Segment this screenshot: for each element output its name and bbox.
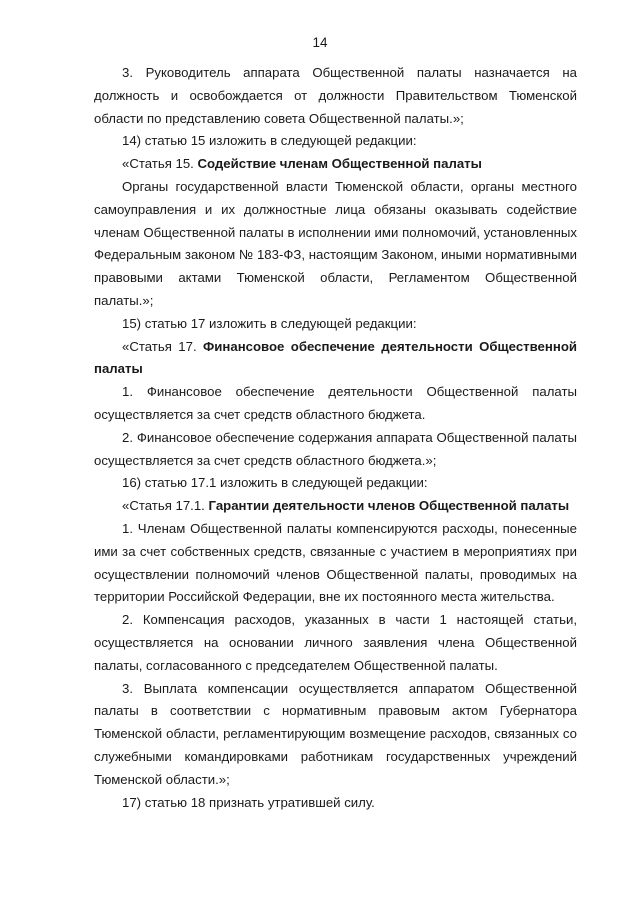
paragraph-13: 3. Выплата компенсации осуществляется аппаратом Общественной палаты в соответствии с нормативным правовым актом Губернатора Тюменской области, регламентирующим возмещение расходов, связанных со служебными командировками работникам государственных учреждений Тюменской области.»; (94, 680, 577, 787)
paragraph-8: 2. Финансовое обеспечение содержания аппарата Общественной палаты осуществляется за счет средств областного бюджета.»; (94, 429, 577, 468)
article-15-heading (94, 153, 577, 176)
paragraph-9: 16) статью 17.1 изложить в следующей редакции: (122, 475, 428, 491)
article-17-prefix: «Статья 17. (122, 338, 204, 354)
article-17-1-prefix: «Статья 17.1. (122, 498, 209, 514)
document-body (94, 62, 577, 814)
article-17-heading (94, 336, 577, 382)
article-15-prefix: «Статья 15. (122, 156, 198, 172)
article-17-title: Финансовое обеспечение деятельности Общественной палаты (94, 338, 577, 377)
article-15-title: Содействие членам Общественной палаты (197, 156, 482, 172)
article-17-1-heading (94, 495, 577, 518)
paragraph-11: 1. Членам Общественной палаты компенсируются расходы, понесенные ими за счет собственных средств, связанные с участием в мероприятиях при осуществлении полномочий членов Общественной палаты, проводимых на территории Российской Федерации, вне их постоянного места жительства. (94, 520, 577, 605)
paragraph-7: 1. Финансовое обеспечение деятельности Общественной палаты осуществляется за счет средств областного бюджета. (94, 384, 577, 422)
paragraph-1: 3. Руководитель аппарата Общественной палаты назначается на должность и освобождается от должности Правительством Тюменской области по представлению совета Общественной палаты.»; (94, 65, 577, 126)
paragraph-4: Органы государственной власти Тюменской области, органы местного самоуправления и их должностные лица обязаны оказывать содействие членам Общественной палаты в исполнении ими полномочий, установленных Федеральным законом № 183-ФЗ, настоящим Законом, иными нормативными правовыми актами Тюменской области, Регламентом Общественной палаты.»; (94, 178, 577, 308)
article-17-1-title: Гарантии деятельности членов Общественной палаты (208, 498, 570, 514)
paragraph-14: 17) статью 18 признать утратившей силу. (122, 794, 375, 810)
paragraph-5: 15) статью 17 изложить в следующей редакции: (122, 315, 417, 331)
paragraph-2: 14) статью 15 изложить в следующей редакции: (122, 133, 417, 149)
page-number: 14 (312, 35, 328, 50)
paragraph-12: 2. Компенсация расходов, указанных в части 1 настоящей статьи, осуществляется на основании личного заявления члена Общественной палаты, согласованного с председателем Общественной палаты. (94, 612, 577, 673)
